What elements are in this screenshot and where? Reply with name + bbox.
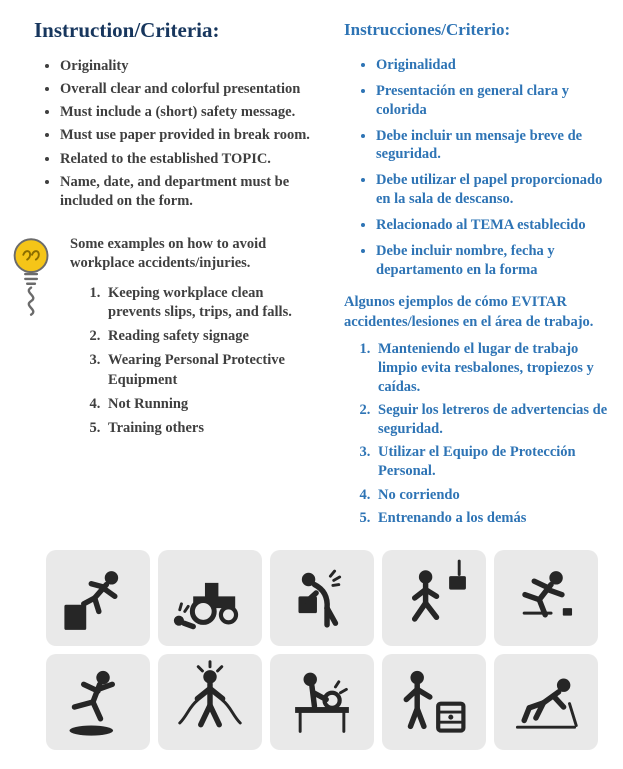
criteria-item: • Must use paper provided in break room. xyxy=(60,126,318,145)
criteria-item: • Relacionado al TEMA establecido xyxy=(376,216,615,235)
criteria-item: • Debe incluir un mensaje breve de seguridad. xyxy=(376,127,615,165)
spanish-examples-list xyxy=(374,340,615,528)
criteria-item: • Debe incluir nombre, fecha y departamento en la forma xyxy=(376,242,615,280)
lightbulb-doodle-icon xyxy=(4,229,64,443)
pictogram-tile-fall-leg-injury xyxy=(494,654,598,750)
vehicle-runover-icon xyxy=(168,556,252,640)
spanish-column xyxy=(322,0,623,546)
example-item: 1. Keeping workplace clean prevents slips, trips, and falls. xyxy=(104,284,318,322)
pictogram-tile-slip-and-fall xyxy=(494,550,598,646)
criteria-item: • Related to the established TOPIC. xyxy=(60,150,318,169)
english-examples-intro: Some examples on how to avoid workplace accidents/injuries. xyxy=(70,235,267,272)
slip-on-spill-icon xyxy=(56,660,140,744)
example-item: 2. Seguir los letreros de advertencias de seguridad. xyxy=(374,401,615,439)
criteria-item: • Originality xyxy=(60,57,318,76)
english-heading: Instruction/Criteria: xyxy=(34,18,220,42)
spanish-heading: Instrucciones/Criterio: xyxy=(344,20,511,39)
criteria-item: • Overall clear and colorful presentation xyxy=(60,80,318,99)
example-item: 2. Reading safety signage xyxy=(104,327,318,346)
electric-shock-icon xyxy=(168,660,252,744)
fall-leg-injury-icon xyxy=(504,660,588,744)
criteria-item: • Debe utilizar el papel proporcionado en la sala de descanso. xyxy=(376,171,615,209)
criteria-item: • Must include a (short) safety message. xyxy=(60,103,318,122)
example-item: 4. Not Running xyxy=(104,395,318,414)
example-item: 5. Training others xyxy=(104,419,318,438)
pictogram-tile-hazardous-material-barrel xyxy=(382,654,486,750)
lifting-back-injury-icon xyxy=(280,556,364,640)
example-item: 3. Utilizar el Equipo de Protección Personal. xyxy=(374,443,615,481)
english-criteria-list xyxy=(60,57,318,211)
pictogram-tile-vehicle-runover xyxy=(158,550,262,646)
lightbulb-icon xyxy=(4,231,62,321)
pictogram-tile-slip-on-spill xyxy=(46,654,150,750)
table-saw-injury-icon xyxy=(280,660,364,744)
safety-pictogram-grid xyxy=(46,550,623,750)
criteria-item: • Name, date, and department must be included on the form. xyxy=(60,173,318,211)
struck-by-falling-object-icon xyxy=(392,556,476,640)
spanish-examples-intro: Algunos ejemplos de cómo EVITAR accidentes/lesiones en el área de trabajo. xyxy=(344,294,594,330)
pictogram-tile-table-saw-injury xyxy=(270,654,374,750)
english-column xyxy=(0,0,322,546)
english-examples-section xyxy=(30,229,318,443)
fall-from-height-icon xyxy=(56,556,140,640)
english-examples-list xyxy=(104,284,318,438)
example-item: 3. Wearing Personal Protective Equipment xyxy=(104,351,318,389)
criteria-item: • Originalidad xyxy=(376,56,615,75)
pictogram-tile-fall-from-height xyxy=(46,550,150,646)
pictogram-tile-struck-by-falling-object xyxy=(382,550,486,646)
criteria-item: • Presentación en general clara y colorida xyxy=(376,82,615,120)
pictogram-tile-electric-shock xyxy=(158,654,262,750)
example-item: 1. Manteniendo el lugar de trabajo limpio evita resbalones, tropiezos y caídas. xyxy=(374,340,615,397)
english-examples-content xyxy=(64,229,318,443)
pictogram-tile-lifting-back-injury xyxy=(270,550,374,646)
example-item: 4. No corriendo xyxy=(374,486,615,505)
hazardous-material-barrel-icon xyxy=(392,660,476,744)
example-item: 5. Entrenando a los demás xyxy=(374,509,615,528)
spanish-criteria-list xyxy=(376,56,615,279)
slip-and-fall-icon xyxy=(504,556,588,640)
